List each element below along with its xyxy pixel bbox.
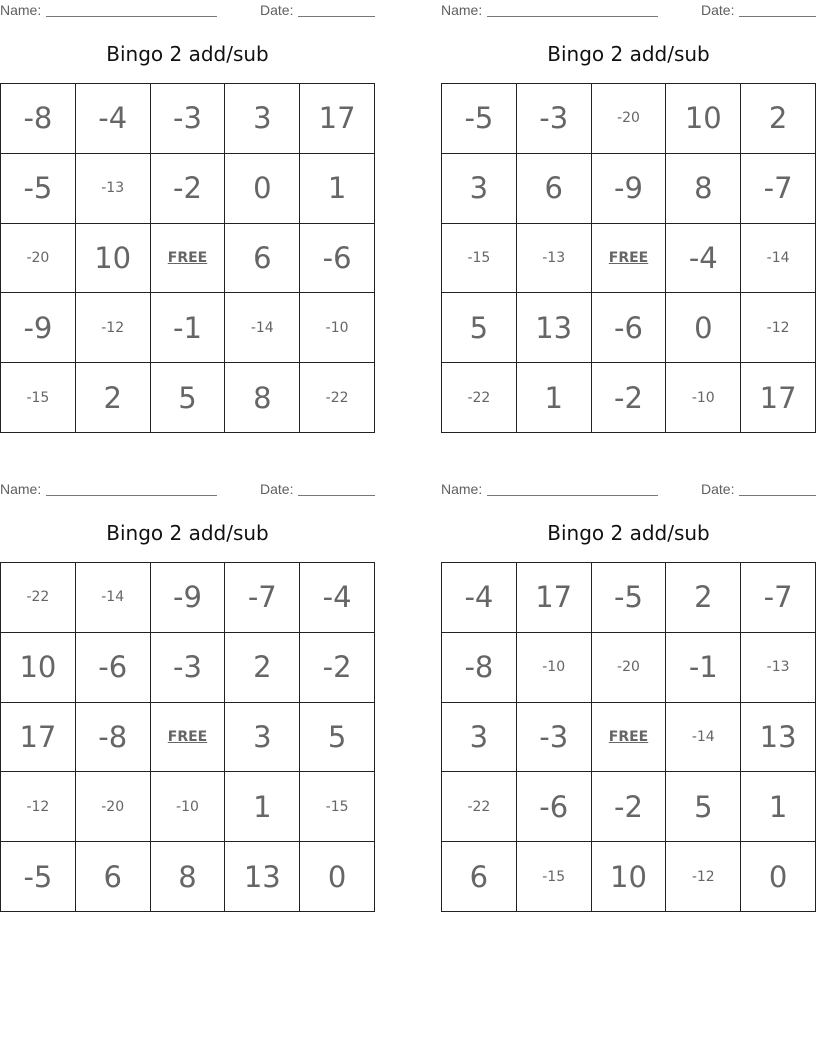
bingo-cell: 2 — [76, 363, 151, 433]
bingo-cell: 1 — [741, 772, 816, 842]
bingo-cell: -10 — [666, 363, 741, 433]
bingo-cell: 3 — [442, 703, 517, 773]
bingo-cell: -8 — [442, 633, 517, 703]
bingo-cell: 17 — [300, 84, 375, 154]
bingo-cell: -6 — [76, 633, 151, 703]
bingo-grid — [441, 83, 816, 433]
bingo-cell: -5 — [1, 154, 76, 224]
bingo-cell: -15 — [300, 772, 375, 842]
date-label: Date: — [701, 481, 735, 497]
bingo-cell: -5 — [442, 84, 517, 154]
bingo-cell: 2 — [225, 633, 300, 703]
bingo-cell: -7 — [741, 563, 816, 633]
bingo-cell: 17 — [517, 563, 592, 633]
bingo-cell: 0 — [225, 154, 300, 224]
bingo-cell: -20 — [76, 772, 151, 842]
bingo-cell: -9 — [592, 154, 667, 224]
bingo-cell: 8 — [666, 154, 741, 224]
bingo-cell: -10 — [151, 772, 226, 842]
bingo-grid — [0, 562, 375, 912]
bingo-cell: -6 — [300, 224, 375, 294]
bingo-cell: -22 — [1, 563, 76, 633]
bingo-cell: -6 — [517, 772, 592, 842]
card-title: Bingo 2 add/sub — [547, 42, 710, 66]
bingo-cell: -12 — [666, 842, 741, 912]
bingo-cell: -3 — [151, 84, 226, 154]
bingo-cell: 6 — [225, 224, 300, 294]
bingo-cell: -15 — [517, 842, 592, 912]
card-header — [0, 479, 375, 501]
free-space-cell: FREE — [151, 224, 226, 294]
bingo-cell: -5 — [1, 842, 76, 912]
name-line — [46, 495, 217, 496]
bingo-cell: -14 — [76, 563, 151, 633]
name-label: Name: — [0, 2, 42, 18]
bingo-grid — [0, 83, 375, 433]
bingo-cell: 1 — [225, 772, 300, 842]
bingo-cell: -9 — [1, 293, 76, 363]
bingo-cell: 3 — [225, 84, 300, 154]
card-header — [0, 0, 375, 22]
free-space-cell: FREE — [592, 224, 667, 294]
bingo-cell: -12 — [76, 293, 151, 363]
bingo-cell: -20 — [1, 224, 76, 294]
bingo-cell: -2 — [300, 633, 375, 703]
bingo-cell: -3 — [517, 84, 592, 154]
bingo-cell: -2 — [592, 772, 667, 842]
bingo-cell: -7 — [225, 563, 300, 633]
bingo-cell: 13 — [225, 842, 300, 912]
bingo-cell: 1 — [300, 154, 375, 224]
bingo-cell: -2 — [151, 154, 226, 224]
bingo-cell: 3 — [225, 703, 300, 773]
bingo-cell: 6 — [517, 154, 592, 224]
bingo-cell: -10 — [517, 633, 592, 703]
bingo-cell: 10 — [76, 224, 151, 294]
bingo-cell: 10 — [1, 633, 76, 703]
bingo-cell: 17 — [1, 703, 76, 773]
bingo-cell: -13 — [517, 224, 592, 294]
bingo-cell: -4 — [442, 563, 517, 633]
bingo-cell: -2 — [592, 363, 667, 433]
name-label: Name: — [441, 2, 483, 18]
date-line — [298, 495, 375, 496]
bingo-cell: 5 — [442, 293, 517, 363]
card-header — [441, 0, 816, 22]
date-line — [739, 16, 816, 17]
bingo-cell: 8 — [151, 842, 226, 912]
free-space-cell: FREE — [592, 703, 667, 773]
bingo-cell: -10 — [300, 293, 375, 363]
bingo-cell: -12 — [1, 772, 76, 842]
bingo-cell: 8 — [225, 363, 300, 433]
bingo-cell: -13 — [76, 154, 151, 224]
bingo-cell: -1 — [666, 633, 741, 703]
bingo-cell: 0 — [741, 842, 816, 912]
bingo-cell: -1 — [151, 293, 226, 363]
date-label: Date: — [260, 2, 294, 18]
bingo-cell: -12 — [741, 293, 816, 363]
bingo-cell: 13 — [741, 703, 816, 773]
bingo-cell: -8 — [76, 703, 151, 773]
card-header — [441, 479, 816, 501]
free-space-cell: FREE — [151, 703, 226, 773]
bingo-cell: -3 — [151, 633, 226, 703]
bingo-cell: -9 — [151, 563, 226, 633]
name-label: Name: — [441, 481, 483, 497]
bingo-cell: -14 — [741, 224, 816, 294]
bingo-cell: 6 — [76, 842, 151, 912]
name-line — [487, 16, 658, 17]
date-line — [298, 16, 375, 17]
date-label: Date: — [701, 2, 735, 18]
bingo-cell: -6 — [592, 293, 667, 363]
bingo-cell: 1 — [517, 363, 592, 433]
bingo-cell: 5 — [666, 772, 741, 842]
bingo-cell: 10 — [666, 84, 741, 154]
card-title: Bingo 2 add/sub — [106, 521, 269, 545]
bingo-cell: -8 — [1, 84, 76, 154]
card-title: Bingo 2 add/sub — [106, 42, 269, 66]
bingo-cell: 10 — [592, 842, 667, 912]
bingo-cell: -22 — [442, 772, 517, 842]
bingo-cell: 0 — [666, 293, 741, 363]
bingo-cell: -20 — [592, 84, 667, 154]
bingo-cell: -13 — [741, 633, 816, 703]
card-title: Bingo 2 add/sub — [547, 521, 710, 545]
bingo-cell: 13 — [517, 293, 592, 363]
bingo-cell: -4 — [300, 563, 375, 633]
bingo-cell: -15 — [1, 363, 76, 433]
date-line — [739, 495, 816, 496]
name-line — [487, 495, 658, 496]
bingo-cell: 17 — [741, 363, 816, 433]
bingo-cell: -22 — [442, 363, 517, 433]
bingo-cell: 5 — [300, 703, 375, 773]
bingo-cell: -15 — [442, 224, 517, 294]
bingo-cell: -14 — [666, 703, 741, 773]
bingo-cell: 6 — [442, 842, 517, 912]
bingo-cell: -4 — [666, 224, 741, 294]
bingo-cell: 2 — [666, 563, 741, 633]
bingo-cell: 0 — [300, 842, 375, 912]
bingo-cell: -5 — [592, 563, 667, 633]
bingo-cell: -7 — [741, 154, 816, 224]
bingo-cell: 2 — [741, 84, 816, 154]
bingo-grid — [441, 562, 816, 912]
bingo-cell: -22 — [300, 363, 375, 433]
bingo-cell: -3 — [517, 703, 592, 773]
name-label: Name: — [0, 481, 42, 497]
bingo-cell: 5 — [151, 363, 226, 433]
bingo-cell: -20 — [592, 633, 667, 703]
bingo-cell: 3 — [442, 154, 517, 224]
bingo-cell: -4 — [76, 84, 151, 154]
bingo-cell: -14 — [225, 293, 300, 363]
name-line — [46, 16, 217, 17]
date-label: Date: — [260, 481, 294, 497]
